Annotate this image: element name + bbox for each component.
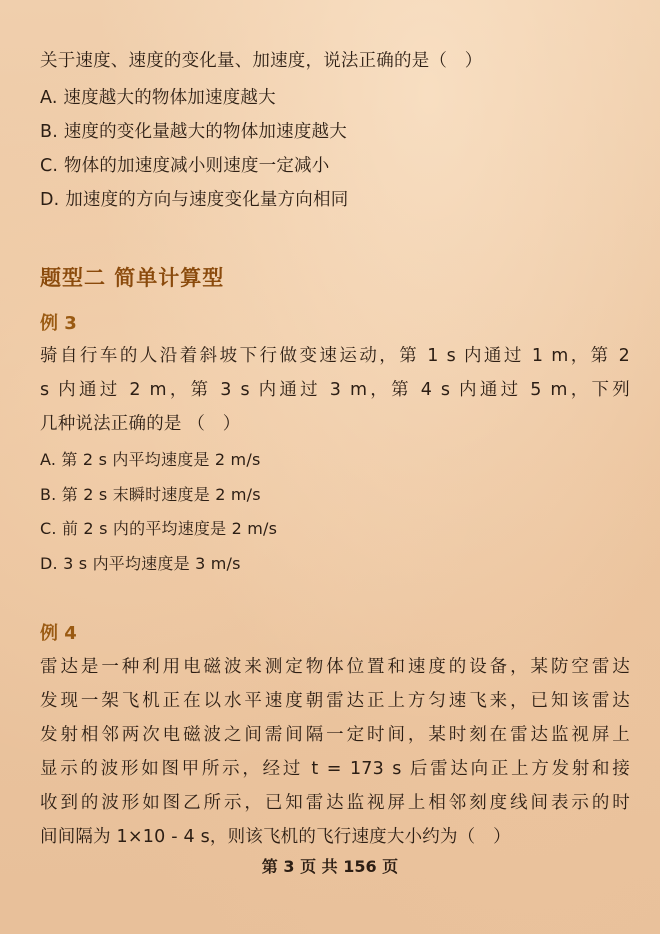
example-4-stem-line-6: 间间隔为 1×10 - 4 s，则该飞机的飞行速度大小约为（ ） bbox=[40, 827, 511, 847]
example-4-label: 例 4 bbox=[40, 623, 77, 644]
example-4-stem-line-5: 收到的波形如图乙所示，已知雷达监视屏上相邻刻度线间表示的时 bbox=[40, 793, 630, 813]
page-footer: 第 3 页 共 156 页 bbox=[261, 857, 399, 876]
example-4-stem-line-3: 发射相邻两次电磁波之间需间隔一定时间，某时刻在雷达监视屏上 bbox=[40, 725, 630, 745]
question-stem: 关于速度、速度的变化量、加速度，说法正确的是（ ） bbox=[40, 51, 483, 71]
example-3-option-c: C. 前 2 s 内的平均速度是 2 m/s bbox=[40, 519, 278, 538]
option-b: B. 速度的变化量越大的物体加速度越大 bbox=[40, 122, 347, 142]
example-3-stem-line-3: 几种说法正确的是 （ ） bbox=[40, 414, 241, 434]
option-a: A. 速度越大的物体加速度越大 bbox=[40, 88, 276, 108]
example-3-stem-line-2: s 内通过 2 m，第 3 s 内通过 3 m，第 4 s 内通过 5 m，下列 bbox=[40, 380, 630, 400]
example-3-option-a: A. 第 2 s 内平均速度是 2 m/s bbox=[40, 450, 261, 469]
example-3-option-b: B. 第 2 s 末瞬时速度是 2 m/s bbox=[40, 485, 261, 504]
section-heading: 题型二 简单计算型 bbox=[40, 266, 225, 290]
example-4-stem-line-4: 显示的波形如图甲所示，经过 t = 173 s 后雷达向正上方发射和接 bbox=[40, 759, 630, 779]
example-4-stem-line-2: 发现一架飞机正在以水平速度朝雷达正上方匀速飞来，已知该雷达 bbox=[40, 691, 630, 711]
option-c: C. 物体的加速度减小则速度一定减小 bbox=[40, 156, 330, 176]
example-3-option-d: D. 3 s 内平均速度是 3 m/s bbox=[40, 554, 241, 573]
option-d: D. 加速度的方向与速度变化量方向相同 bbox=[40, 190, 349, 210]
example-3-label: 例 3 bbox=[40, 313, 77, 334]
example-3-stem-line-1: 骑自行车的人沿着斜坡下行做变速运动，第 1 s 内通过 1 m，第 2 bbox=[40, 346, 630, 366]
example-4-stem-line-1: 雷达是一种利用电磁波来测定物体位置和速度的设备，某防空雷达 bbox=[40, 657, 630, 677]
